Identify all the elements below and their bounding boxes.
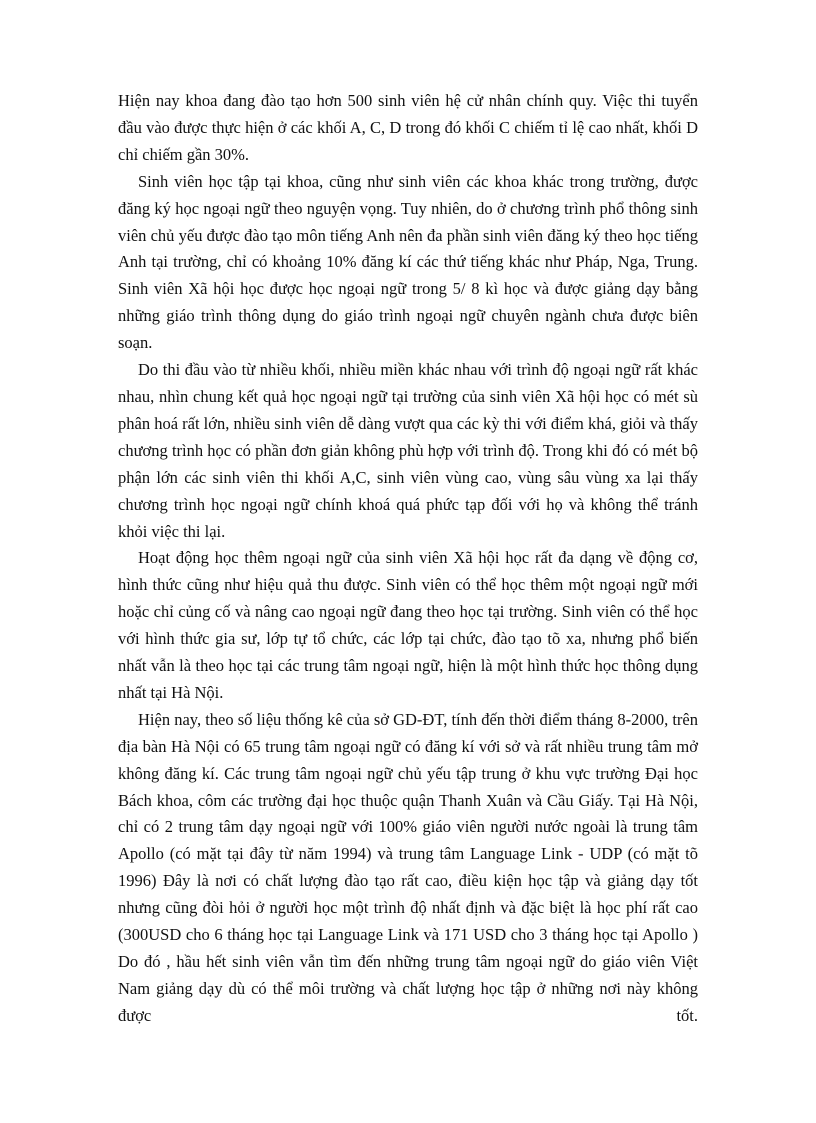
- paragraph-language-registration: Sinh viên học tập tại khoa, cũng như sinh viên các khoa khác trong trường, được đăng ký học ngoại ngữ theo nguyện vọng. Tuy nhiên, do ở chương trình phổ thông sinh viên chủ yếu được đào tạo môn tiếng Anh nên đa phần sinh viên đăng ký theo học tiếng Anh tại trường, chỉ có khoảng 10% đăng kí các thứ tiếng khác như Pháp, Nga, Trung. Sinh viên Xã hội học được học ngoại ngữ trong 5/ 8 kì học và được giảng dạy bằng những giáo trình thông dụng do giáo trình ngoại ngữ chuyên ngành chưa được biên soạn.: [118, 171, 698, 353]
- paragraph-extra-study: Hoạt động học thêm ngoại ngữ của sinh viên Xã hội học rất đa dạng về động cơ, hình thức cũng như hiệu quả thu được. Sinh viên có thể học thêm một ngoại ngữ mới hoặc chỉ củng cố và nâng cao ngoại ngữ đang theo học tại trường. Sinh viên có thể học với hình thức gia sư, lớp tự tổ chức, các lớp tại chức, đào tạo tõ xa, nhưng phổ biến nhất vẫn là theo học tại các trung tâm ngoại ngữ, hiện là một hình thức học thông dụng nhất tại Hà Nội.: [118, 548, 698, 702]
- paragraph-language-centers: Hiện nay, theo số liệu thống kê của sở GD-ĐT, tính đến thời điểm tháng 8-2000, trên địa bàn Hà Nội có 65 trung tâm ngoại ngữ có đăng kí với sở và rất nhiều trung tâm mở không đăng kí. Các trung tâm ngoại ngữ chủ yếu tập trung ở khu vực trường Đại học Bách khoa, côm các trường đại học thuộc quận Thanh Xuân và Cầu Giấy. Tại Hà Nội, chỉ có 2 trung tâm dạy ngoại ngữ với 100% giáo viên người nước ngoài là trung tâm Apollo (có mặt tại đây từ năm 1994) và trung tâm Language Link - UDP (có mặt tõ 1996) Đây là nơi có chất lượng đào tạo rất cao, điều kiện học tập và giảng dạy tốt nhưng cũng đòi hỏi ở người học một trình độ nhất định và đặc biệt là học phí rất cao (300USD cho 6 tháng học tại Language Link và 171 USD cho 3 tháng học tại Apollo ) Do đó , hầu hết sinh viên vẫn tìm đến những trung tâm ngoại ngữ do giáo viên Việt Nam giảng dạy dù có thể môi trường và chất lượng học tập ở những nơi này không được tốt.: [118, 709, 699, 1025]
- paragraph-enrollment: Hiện nay khoa đang đào tạo hơn 500 sinh viên hệ cử nhân chính quy. Việc thi tuyển đầu vào được thực hiện ở các khối A, C, D trong đó khối C chiếm tỉ lệ cao nhất, khối D chỉ chiếm gần 30%.: [118, 91, 698, 164]
- paragraph-learning-results: Do thi đầu vào từ nhiều khối, nhiều miền khác nhau với trình độ ngoại ngữ rất khác nhau, nhìn chung kết quả học ngoại ngữ tại trường của sinh viên Xã hội học có mét sù phân hoá rất lớn, nhiều sinh viên dễ dàng vượt qua các kỳ thi với điểm khá, giỏi và thấy chương trình học có phần đơn giản không phù hợp với trình độ. Trong khi đó có mét bộ phận lớn các sinh viên thi khối A,C, sinh viên vùng cao, vùng sâu vùng xa lại thấy chương trình học ngoại ngữ chính khoá quá phức tạp đối với họ và không thể tránh khỏi việc thi lại.: [118, 360, 698, 541]
- document-page: [118, 88, 698, 1030]
